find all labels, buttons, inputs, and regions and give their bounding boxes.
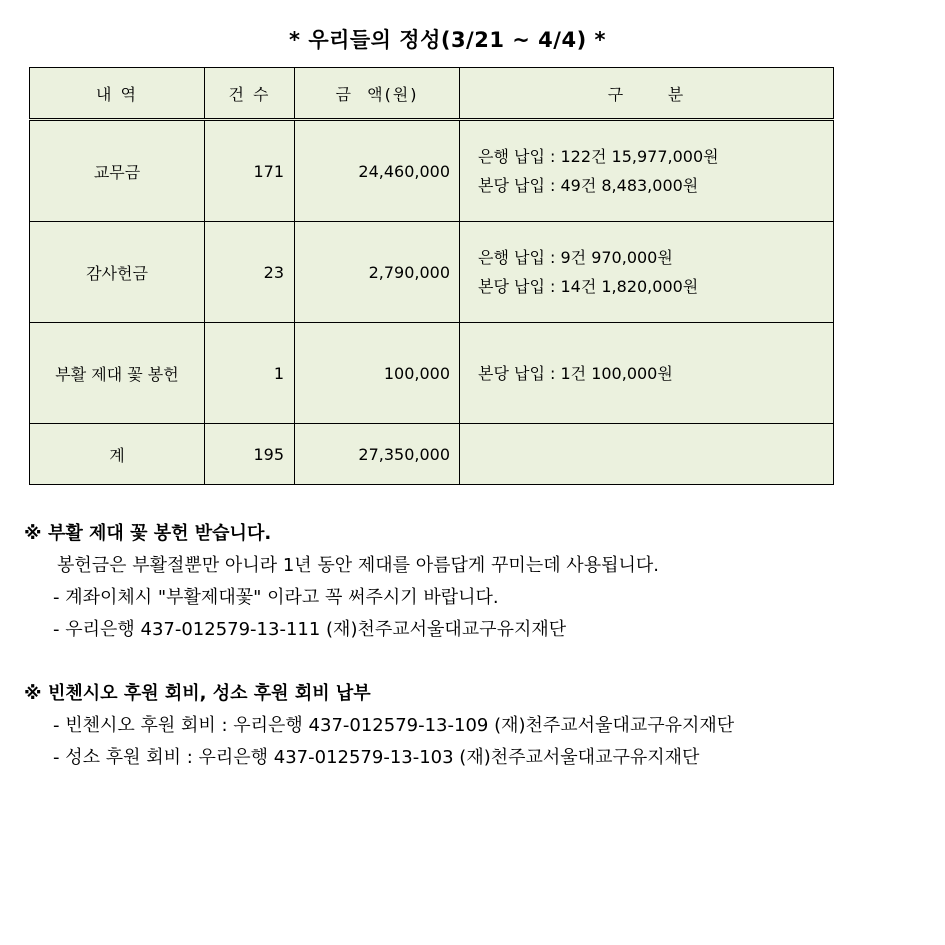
row-category: 부활 제대 꽃 봉헌 [30,323,205,424]
notice-heading [24,678,734,710]
notice-heading [24,518,734,550]
row-category: 감사헌금 [30,222,205,323]
table-row [30,222,834,323]
row-count: 23 [205,222,295,323]
total-amount: 27,350,000 [295,424,460,485]
notice-easter-flowers [24,518,734,646]
header-count: 건 수 [205,68,295,120]
detail-line: 본당 납입 : 1건 100,000원 [478,363,673,383]
notice-text: 봉헌금은 부활절뿐만 아니라 1년 동안 제대를 아름답게 꾸미는데 사용됩니다. [57,555,659,576]
header-detail: 구 분 [460,68,834,120]
row-detail [460,120,834,222]
row-count: 171 [205,120,295,222]
detail-line: 은행 납입 : 122건 15,977,000원 [478,147,719,166]
total-count: 195 [205,424,295,485]
detail-line: 본당 납입 : 14건 1,820,000원 [478,277,699,296]
notice-heading-text: 부활 제대 꽃 봉헌 받습니다. [48,523,272,544]
row-count: 1 [205,323,295,424]
notice-item: - 빈첸시오 후원 회비 : 우리은행 437-012579-13-109 (재)천주교서울대교구유지재단 [53,715,735,736]
total-detail [460,424,834,485]
row-category: 교무금 [30,120,205,222]
detail-line: 본당 납입 : 49건 8,483,000원 [478,176,699,195]
table-header-row [30,68,834,120]
notice-heading-text: 빈첸시오 후원 회비, 성소 후원 회비 납부 [48,683,371,704]
row-detail [460,222,834,323]
notices [24,518,734,806]
header-amount: 금 액(원) [295,68,460,120]
notice-item: - 계좌이체시 "부활제대꽃" 이라고 꼭 써주시기 바랍니다. [53,587,499,608]
page-title: * 우리들의 정성(3/21 ~ 4/4) * [289,28,606,52]
offering-table [29,67,834,485]
table-total-row [30,424,834,485]
reference-mark: ※ [24,523,42,544]
notice-item: - 성소 후원 회비 : 우리은행 437-012579-13-103 (재)천주교서울대교구유지재단 [53,747,700,768]
detail-line: 은행 납입 : 9건 970,000원 [478,248,673,267]
header-category: 내 역 [30,68,205,120]
table-row [30,323,834,424]
reference-mark: ※ [24,683,42,704]
table-row [30,120,834,222]
row-detail [460,323,834,424]
row-amount: 24,460,000 [295,120,460,222]
total-category: 계 [30,424,205,485]
notice-item: - 우리은행 437-012579-13-111 (재)천주교서울대교구유지재단 [53,619,567,640]
notice-membership-dues [24,678,734,774]
row-amount: 2,790,000 [295,222,460,323]
row-amount: 100,000 [295,323,460,424]
